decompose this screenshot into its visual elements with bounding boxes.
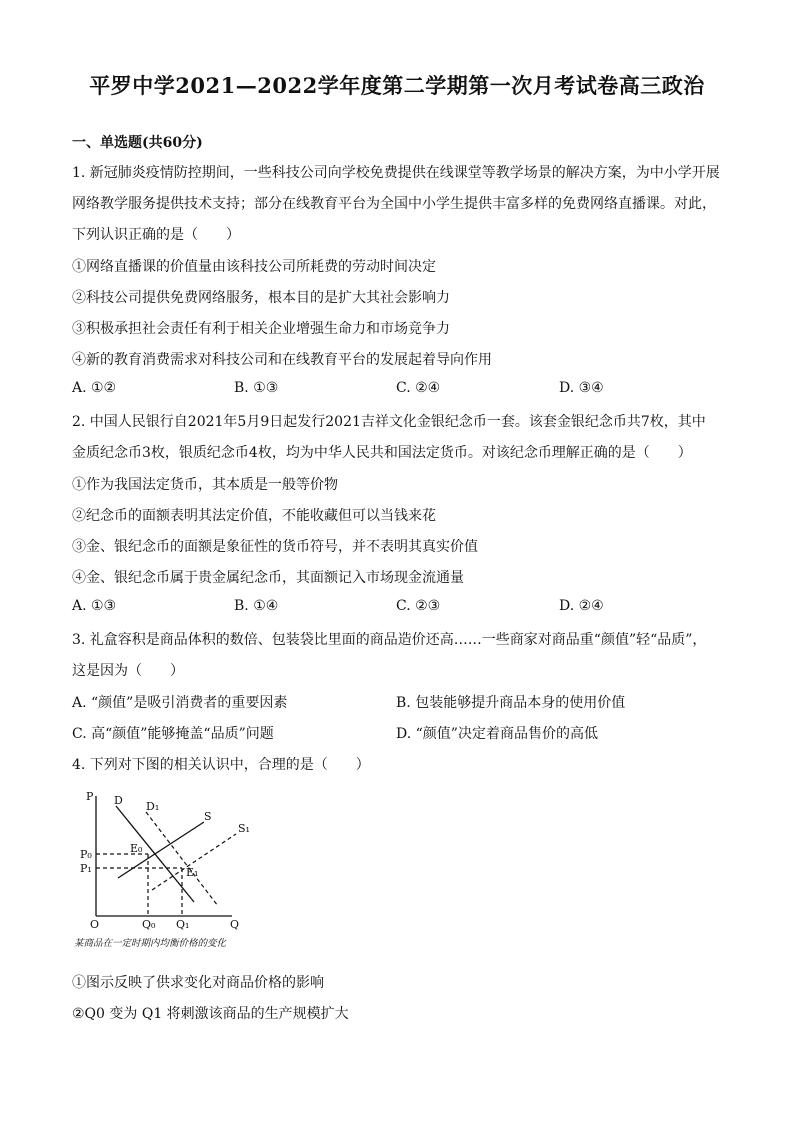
q2-option-b: B. ①④ <box>234 598 279 614</box>
q3-option-a: A. “颜值”是吸引消费者的重要因素 <box>72 695 288 711</box>
supply-demand-figure <box>72 782 292 952</box>
label-e0: E₀ <box>130 842 143 855</box>
label-q: Q <box>230 918 240 931</box>
q1-statement-2: ②科技公司提供免费网络服务，根本目的是扩大其社会影响力 <box>72 290 450 306</box>
q4-statement-2: ②Q0 变为 Q1 将刺激该商品的生产规模扩大 <box>72 1006 349 1022</box>
q3-option-c: C. 高“颜值”能够掩盖“品质”问题 <box>72 726 274 742</box>
q3-stem-line-2: 这是因为（ ） <box>72 663 184 679</box>
q1-statement-1: ①网络直播课的价值量由该科技公司所耗费的劳动时间决定 <box>72 259 436 275</box>
q1-stem-line-2: 网络教学服务提供技术支持；部分在线教育平台为全国中小学生提供丰富多样的免费网络直播课。对此， <box>72 196 716 212</box>
q1-statement-4: ④新的教育消费需求对科技公司和在线教育平台的发展起着导向作用 <box>72 352 492 368</box>
label-o: O <box>90 918 100 931</box>
q2-statement-4: ④金、银纪念币属于贵金属纪念币，其面额记入市场现金流通量 <box>72 570 464 586</box>
supply-curve-s1 <box>152 834 236 890</box>
q1-statement-3: ③积极承担社会责任有利于相关企业增强生命力和市场竞争力 <box>72 321 450 337</box>
q2-option-d: D. ②④ <box>559 598 604 614</box>
label-p: P <box>86 790 94 803</box>
q3-option-d: D. “颜值”决定着商品售价的高低 <box>396 726 598 742</box>
figure-caption: 某商品在一定时期内均衡价格的变化 <box>74 938 227 949</box>
label-q0: Q₀ <box>142 918 156 931</box>
label-q1: Q₁ <box>176 918 190 931</box>
q4-stem-line-1: 4. 下列对下图的相关认识中，合理的是（ ） <box>72 757 370 773</box>
q1-option-c: C. ②④ <box>396 380 441 396</box>
q2-option-c: C. ②③ <box>396 598 441 614</box>
q1-stem-line-1: 1. 新冠肺炎疫情防控期间，一些科技公司向学校免费提供在线课堂等教学场景的解决方案，为中小学开展 <box>72 165 720 181</box>
label-s1: S₁ <box>238 822 250 835</box>
label-s: S <box>204 810 212 823</box>
q1-option-a: A. ①② <box>72 380 117 396</box>
label-p0: P₀ <box>80 848 92 861</box>
label-d: D <box>114 794 123 807</box>
label-d1: D₁ <box>146 800 160 813</box>
q3-stem-line-1: 3. 礼盒容积是商品体积的数倍、包装袋比里面的商品造价还高……一些商家对商品重“颜值”轻“品质”， <box>72 632 707 648</box>
label-p1: P₁ <box>80 862 92 875</box>
q1-option-d: D. ③④ <box>559 380 604 396</box>
q2-statement-1: ①作为我国法定货币，其本质是一般等价物 <box>72 477 338 493</box>
q2-statement-2: ②纪念币的面额表明其法定价值，不能收藏但可以当钱来花 <box>72 508 436 524</box>
label-e1: E₁ <box>186 866 199 879</box>
q2-option-a: A. ①③ <box>72 598 117 614</box>
q2-stem-line-2: 金质纪念币3枚，银质纪念币4枚，均为中华人民共和国法定货币。对该纪念币理解正确的是（ ） <box>72 445 692 461</box>
q1-option-b: B. ①③ <box>234 380 279 396</box>
q3-option-b: B. 包装能够提升商品本身的使用价值 <box>396 695 626 711</box>
q2-stem-line-1: 2. 中国人民银行自2021年5月9日起发行2021吉祥文化金银纪念币一套。该套金银纪念币共7枚，其中 <box>72 414 706 430</box>
exam-title: 平罗中学2021—2022学年度第二学期第一次月考试卷高三政治 <box>89 73 705 98</box>
section-heading: 一、单选题(共60分) <box>72 135 203 151</box>
q1-stem-line-3: 下列认识正确的是（ ） <box>72 227 240 243</box>
q2-statement-3: ③金、银纪念币的面额是象征性的货币符号，并不表明其真实价值 <box>72 539 478 555</box>
q4-statement-1: ①图示反映了供求变化对商品价格的影响 <box>72 975 324 991</box>
